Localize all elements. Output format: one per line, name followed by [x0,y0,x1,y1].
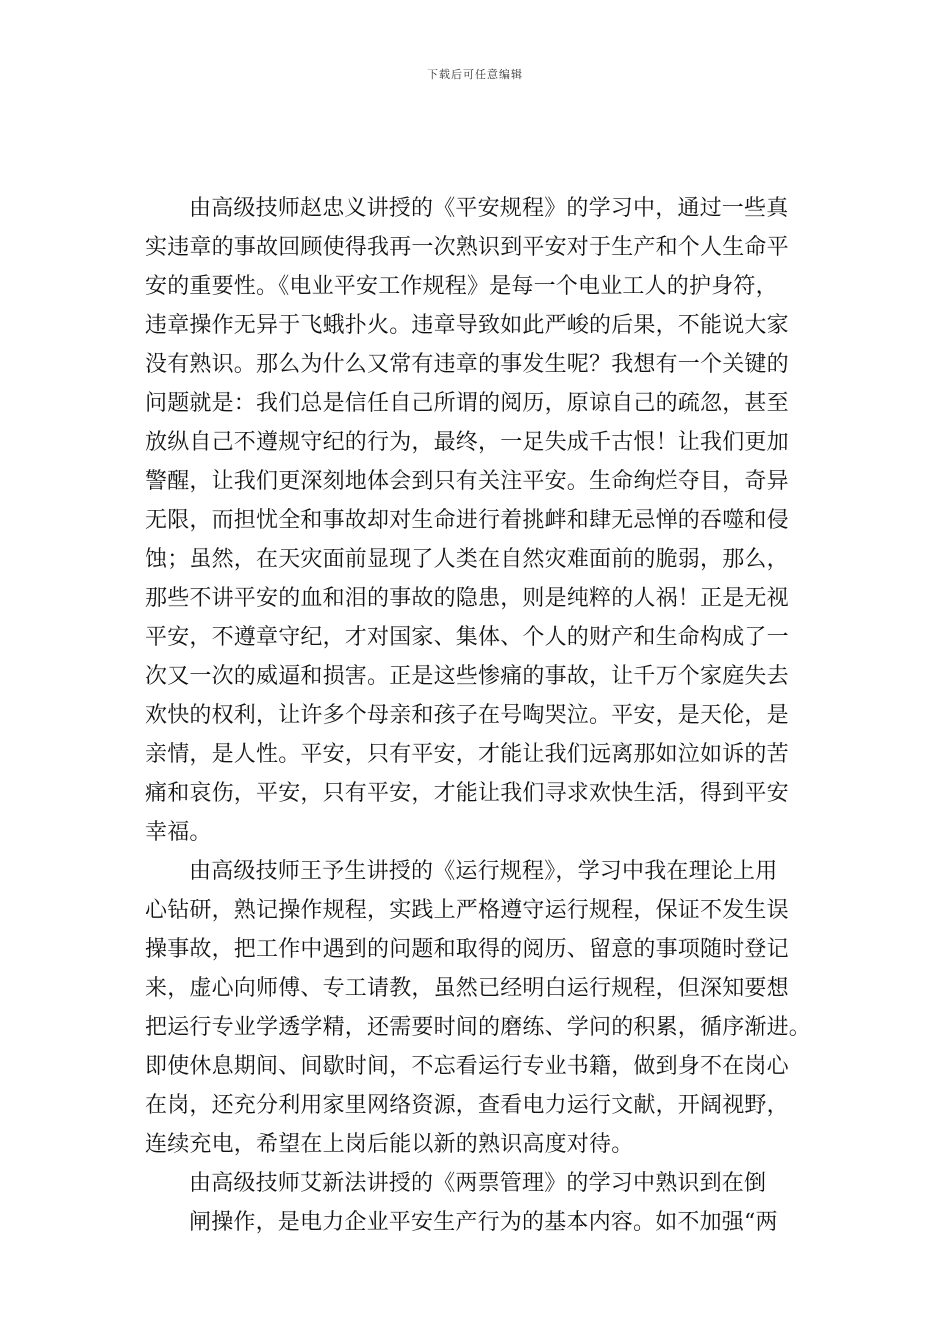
text-line: 即使休息期间、间歇时间，不忘看运行专业书籍，做到身不在岗心 [145,1054,789,1079]
text-line: 次又一次的威逼和损害。正是这些惨痛的事故，让千万个家庭失去 [145,664,789,689]
text-line: 无限，而担忧全和事故却对生命进行着挑衅和肆无忌惮的吞噬和侵 [145,508,789,533]
text-line: 问题就是：我们总是信任自己所谓的阅历，原谅自己的疏忽，甚至 [145,391,789,416]
text-line: 来，虚心向师傅、专工请教，虽然已经明白运行规程，但深知要想 [145,976,789,1001]
text-line: 欢快的权利，让许多个母亲和孩子在号啕哭泣。平安，是天伦，是 [145,703,789,728]
text-line: 在岗，还充分利用家里网络资源，查看电力运行文献，开阔视野， [145,1093,789,1118]
text-line: 平安，不遵章守纪，才对国家、集体、个人的财产和生命构成了一 [145,625,789,650]
text-line: 亲情，是人性。平安，只有平安，才能让我们远离那如泣如诉的苦 [145,742,789,767]
document-body [145,189,845,1242]
text-line: 那些不讲平安的血和泪的事故的隐患，则是纯粹的人祸！正是无视 [145,586,789,611]
text-line: 闸操作，是电力企业平安生产行为的基本内容。如不加强“两 [189,1210,778,1235]
text-line: 痛和哀伤，平安，只有平安，才能让我们寻求欢快生活，得到平安 [145,781,789,806]
text-line: 由高级技师赵忠义讲授的《平安规程》的学习中，通过一些真 [189,196,789,221]
text-line: 没有熟识。那么为什么又常有违章的事发生呢？我想有一个关键的 [145,352,789,377]
text-line: 幸福。 [145,820,212,845]
text-line: 蚀；虽然，在天灾面前显现了人类在自然灾难面前的脆弱，那么， [145,547,789,572]
text-line: 警醒，让我们更深刻地体会到只有关注平安。生命绚烂夺目，奇异 [145,469,789,494]
text-line: 由高级技师艾新法讲授的《两票管理》的学习中熟识到在倒 [189,1171,767,1196]
text-line: 放纵自己不遵规守纪的行为，最终，一足失成千古恨！让我们更加 [145,430,789,455]
text-line: 违章操作无异于飞蛾扑火。违章导致如此严峻的后果，不能说大家 [145,313,789,338]
text-line: 由高级技师王予生讲授的《运行规程》，学习中我在理论上用 [189,859,778,884]
text-line: 操事故，把工作中遇到的问题和取得的阅历、留意的事项随时登记 [145,937,789,962]
text-line: 连续充电，希望在上岗后能以新的熟识高度对待。 [145,1132,634,1157]
text-line: 心钻研，熟记操作规程，实践上严格遵守运行规程，保证不发生误 [145,898,789,923]
text-line: 安的重要性。《电业平安工作规程》是每一个电业工人的护身符， [145,274,778,299]
text-line: 实违章的事故回顾使得我再一次熟识到平安对于生产和个人生命平 [145,235,789,260]
text-line: 把运行专业学透学精，还需要时间的磨练、学问的积累，循序渐进。 [145,1015,812,1040]
page-header: 下载后可任意编辑 [427,68,523,81]
